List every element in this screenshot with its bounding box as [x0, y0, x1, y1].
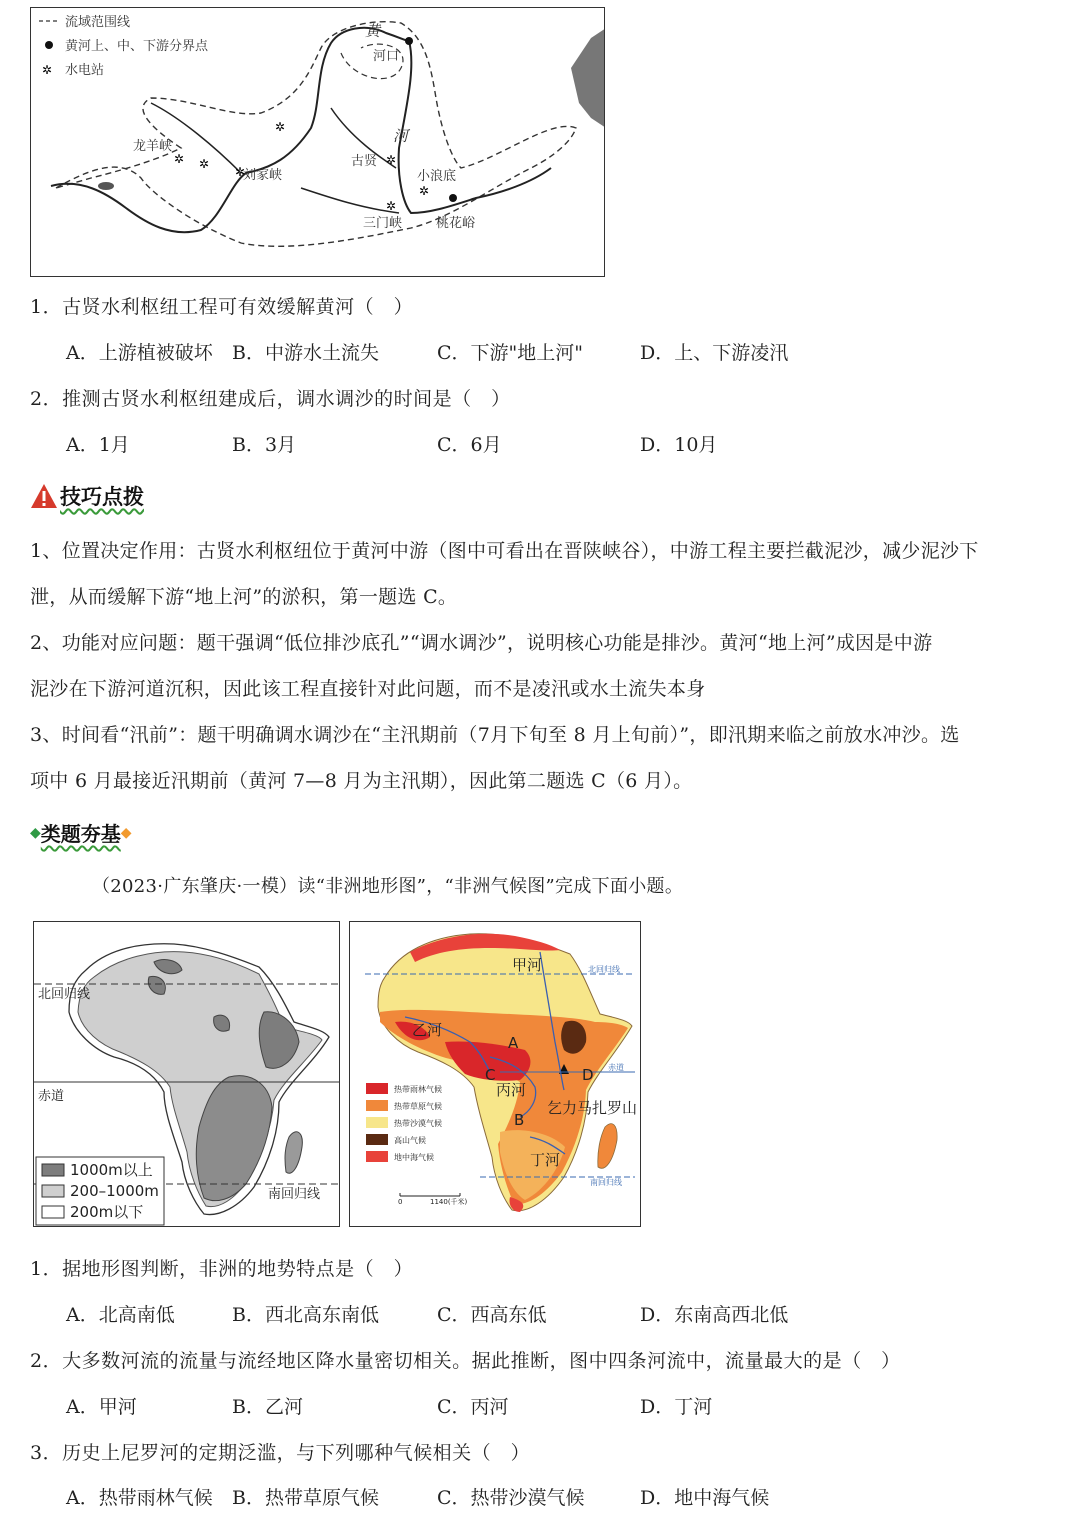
label-he: 河	[393, 127, 409, 145]
label-river-ding: 丁河	[530, 1151, 561, 1169]
power-station-icon: ✲	[419, 184, 430, 198]
lake-shape	[98, 182, 114, 190]
legend-swatch-high	[42, 1164, 64, 1176]
yellow-river-map-svg	[31, 8, 605, 277]
warning-icon	[30, 483, 58, 509]
question-2-stem: 2．推测古贤水利枢纽建成后，调水调沙的时间是（ ）	[30, 388, 511, 410]
tips-line-6: 项中 6 月最接近汛期前（黄河 7—8 月为主汛期），因此第二题选 C（6 月）。	[30, 770, 693, 792]
tributary	[301, 188, 399, 213]
africa-question-1-option-a[interactable]: A．北高南低	[66, 1304, 175, 1326]
africa-question-2-option-a[interactable]: A．甲河	[66, 1396, 137, 1418]
label-longyangxia: 龙羊峡	[133, 139, 173, 154]
question-1-option-c[interactable]: C．下游"地上河"	[437, 342, 584, 364]
scale-zero-label: 0	[398, 1198, 403, 1206]
sea-shape	[571, 28, 605, 128]
power-station-icon: ✲	[199, 157, 210, 171]
power-station-icon: ✲	[174, 152, 185, 166]
africa-question-3-option-a[interactable]: A．热带雨林气候	[66, 1487, 213, 1509]
legend-swatch-mediterranean	[366, 1151, 388, 1162]
africa-climate-svg	[350, 922, 641, 1227]
power-station-icon: ✲	[235, 165, 246, 179]
similar-heading-text: 类题夯基	[40, 822, 121, 846]
question-1-option-d[interactable]: D．上、下游凌汛	[640, 342, 789, 364]
label-tropic-of-capricorn: 南回归线	[268, 1187, 321, 1202]
africa-question-1-option-b[interactable]: B．西北高东南低	[232, 1304, 379, 1326]
label-tropic-of-cancer: 北回归线	[38, 987, 91, 1002]
legend-point-symbol	[45, 41, 53, 49]
label-river-jia: 甲河	[512, 956, 543, 974]
question-1-option-a[interactable]: A．上游植被破坏	[66, 342, 213, 364]
legend-swatch-savanna	[366, 1100, 388, 1111]
river-section-point-hekou	[405, 37, 413, 45]
legend-swatch-low	[42, 1206, 64, 1218]
legend-label-high: 1000m以上	[70, 1161, 153, 1179]
africa-question-2-option-b[interactable]: B．乙河	[232, 1396, 303, 1418]
legend-point-label: 黄河上、中、下游分界点	[65, 39, 209, 54]
legend-station-icon: ✲	[42, 63, 53, 77]
legend-swatch-mid	[42, 1185, 64, 1197]
legend-swatch-rainforest	[366, 1083, 388, 1094]
africa-question-1-option-d[interactable]: D．东南高西北低	[640, 1304, 789, 1326]
question-1-option-b[interactable]: B．中游水土流失	[232, 342, 379, 364]
africa-question-2-stem: 2．大多数河流的流量与流经地区降水量密切相关。据此推断，图中四条河流中，流量最大的是（ ）	[30, 1350, 901, 1372]
diamond-icon: ◆	[120, 824, 132, 841]
tips-line-2: 泄，从而缓解下游“地上河”的淤积，第一题选 C。	[30, 586, 458, 608]
similar-heading	[30, 818, 132, 847]
label-c: C	[485, 1066, 496, 1084]
africa-climate-map	[349, 921, 641, 1227]
label-hekou: 河口	[373, 49, 400, 64]
madagascar-shape	[285, 1132, 302, 1173]
africa-question-2-option-d[interactable]: D．丁河	[640, 1396, 713, 1418]
power-station-icon: ✲	[275, 120, 286, 134]
africa-question-3-option-d[interactable]: D．地中海气候	[640, 1487, 770, 1509]
tips-line-4: 泥沙在下游河道沉积，因此该工程直接针对此问题，而不是凌汛或水土流失本身	[30, 678, 706, 700]
africa-question-3-option-b[interactable]: B．热带草原气候	[232, 1487, 379, 1509]
label-b: B	[514, 1111, 525, 1129]
label-sanmenxia: 三门峡	[363, 216, 403, 231]
label-kilimanjaro: 乞力马扎罗山	[547, 1099, 638, 1117]
africa-question-2-option-c[interactable]: C．丙河	[437, 1396, 509, 1418]
africa-question-3-stem: 3．历史上尼罗河的定期泛滥，与下列哪种气候相关（ ）	[30, 1442, 531, 1464]
power-station-icon: ✲	[386, 199, 397, 213]
legend-label-low: 200m以下	[70, 1203, 144, 1221]
question-2-option-b[interactable]: B．3月	[232, 434, 297, 456]
label-tropic-of-cancer: 北回归线	[588, 965, 620, 974]
question-1-stem: 1．古贤水利枢纽工程可有效缓解黄河（ ）	[30, 296, 414, 318]
tributary	[151, 103, 241, 173]
legend-boundary-label: 流域范围线	[65, 15, 131, 30]
power-station-icon: ✲	[386, 153, 397, 167]
legend-label-mid: 200–1000m	[70, 1182, 159, 1200]
question-2-option-c[interactable]: C．6月	[437, 434, 502, 456]
question-2-option-d[interactable]: D．10月	[640, 434, 718, 456]
diamond-icon: ◆	[30, 824, 41, 841]
yellow-river-map	[30, 7, 605, 277]
label-xiaolangdi: 小浪底	[417, 169, 457, 184]
label-liujiaxia: 刘家峡	[243, 168, 283, 183]
scale-label: 1140(千米)	[430, 1198, 468, 1206]
label-d: D	[582, 1066, 594, 1084]
legend-label-highland: 高山气候	[394, 1136, 426, 1145]
yellow-river-mainstream	[51, 28, 551, 232]
tips-line-3: 2、功能对应问题：题干强调“低位排沙底孔”“调水调沙”，说明核心功能是排沙。黄河“地上河”成因是中游	[30, 632, 933, 654]
tips-heading	[30, 481, 144, 511]
river-section-point-taohuayu	[449, 194, 457, 202]
label-river-yi: 乙河	[412, 1021, 443, 1039]
label-equator: 赤道	[38, 1089, 65, 1104]
africa-topography-map	[33, 921, 340, 1227]
africa-question-1-stem: 1．据地形图判断，非洲的地势特点是（ ）	[30, 1258, 414, 1280]
label-a: A	[508, 1034, 519, 1052]
madagascar-shape	[598, 1124, 617, 1169]
africa-question-3-option-c[interactable]: C．热带沙漠气候	[437, 1487, 585, 1509]
tips-line-1: 1、位置决定作用：古贤水利枢纽位于黄河中游（图中可看出在晋陕峡谷），中游工程主要拦截泥沙，减少泥沙下	[30, 540, 979, 562]
legend-swatch-desert	[366, 1117, 388, 1128]
label-river-bing: 丙河	[496, 1081, 527, 1099]
africa-topography-svg	[34, 922, 340, 1227]
legend-label-savanna: 热带草原气候	[394, 1102, 442, 1111]
africa-question-1-option-c[interactable]: C．西高东低	[437, 1304, 547, 1326]
question-2-option-a[interactable]: A．1月	[66, 434, 130, 456]
legend-station-label: 水电站	[65, 63, 105, 78]
label-equator: 赤道	[608, 1063, 624, 1072]
tips-line-5: 3、时间看“汛前”：题干明确调水调沙在“主汛期前（7月下旬至 8 月上旬前）”，即汛期来临之前放水冲沙。选	[30, 724, 960, 746]
legend-label-mediterranean: 地中海气候	[394, 1153, 434, 1162]
label-taohuayu: 桃花峪	[436, 216, 476, 231]
legend-swatch-highland	[366, 1134, 388, 1145]
legend-label-desert: 热带沙漠气候	[394, 1119, 442, 1128]
legend-label-rainforest: 热带雨林气候	[394, 1085, 442, 1094]
label-tropic-of-capricorn: 南回归线	[590, 1178, 622, 1187]
label-guxian: 古贤	[351, 154, 378, 169]
tips-heading-text: 技巧点拨	[60, 485, 144, 509]
similar-intro: （2023·广东肇庆·一模）读“非洲地形图”，“非洲气候图”完成下面小题。	[92, 876, 684, 897]
label-huang: 黄	[365, 22, 381, 40]
